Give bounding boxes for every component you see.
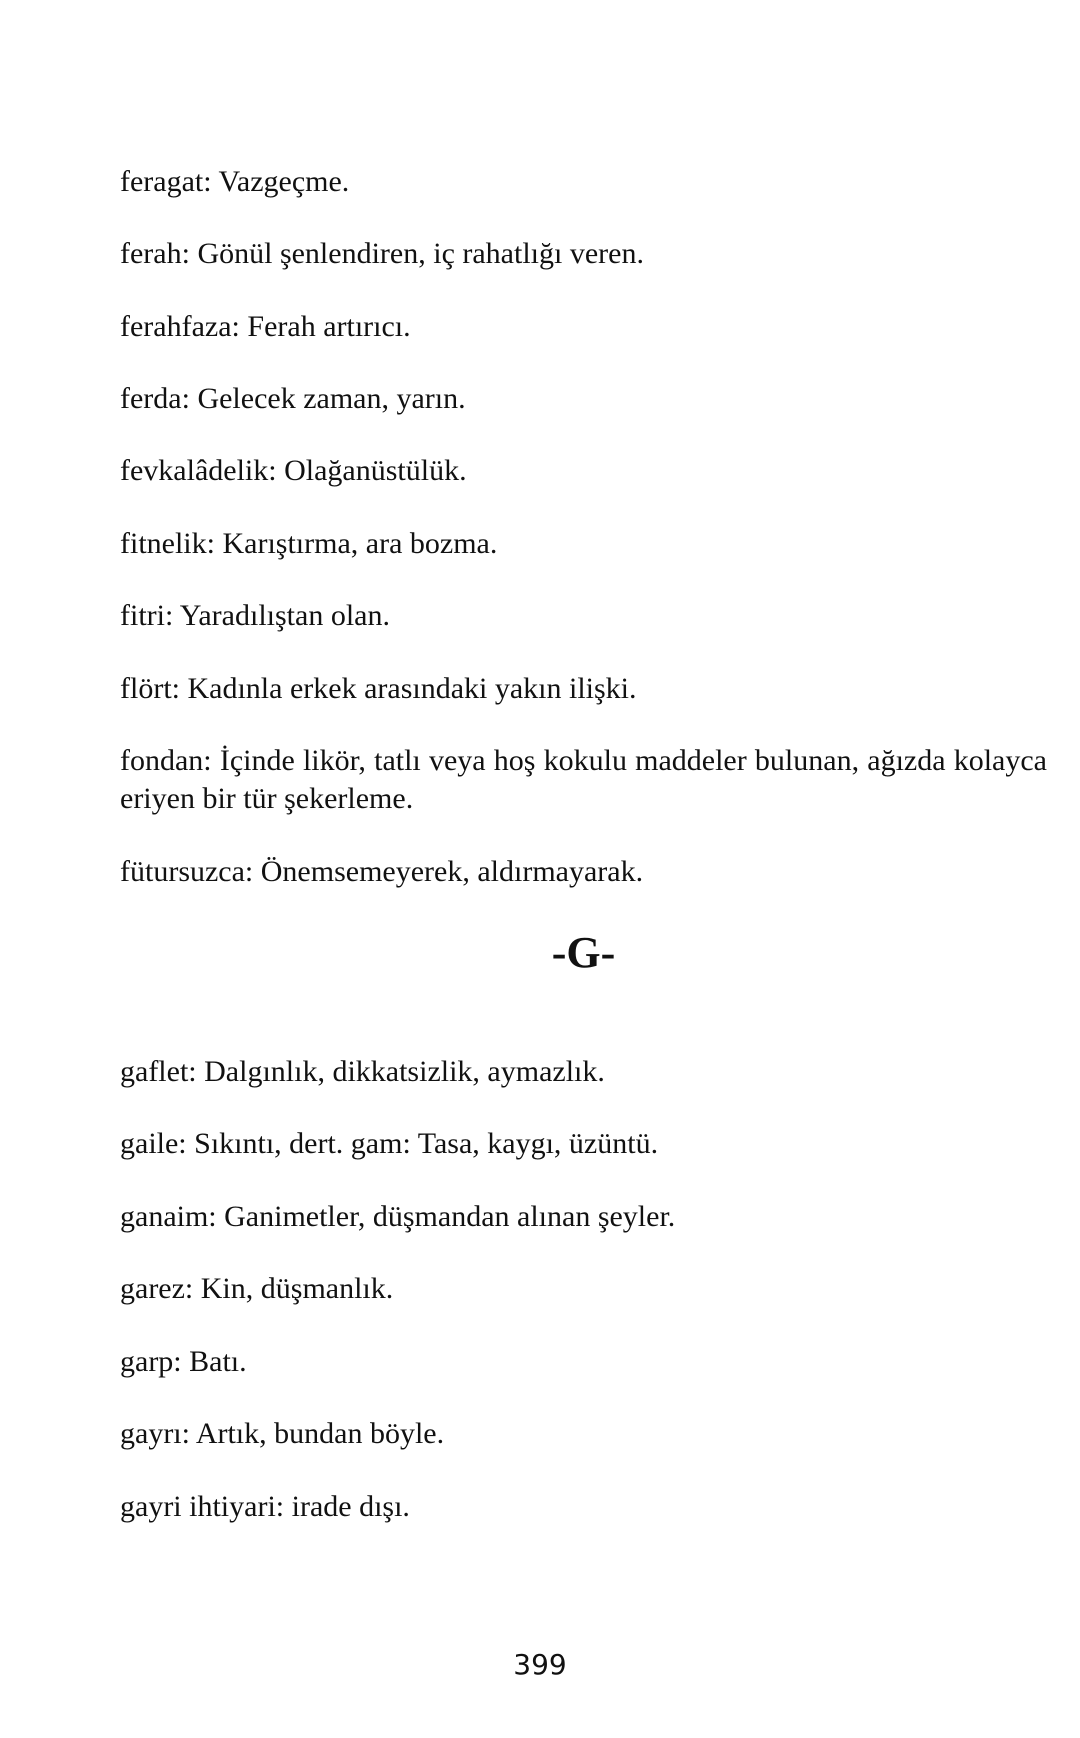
glossary-entry-fondan: fondan: İçinde likör, tatlı veya hoş kokulu maddeler bulunan, ağızda kolayca eriyen bir tür şekerleme.: [120, 744, 1047, 815]
glossary-entry-ganaim: ganaim: Ganimetler, düşmandan alınan şeyler.: [120, 1200, 676, 1233]
glossary-entry-ferda: ferda: Gelecek zaman, yarın.: [120, 382, 466, 415]
section-heading-g: -G-: [551, 928, 616, 977]
glossary-entry-feragat: feragat: Vazgeçme.: [120, 165, 350, 198]
glossary-entry-fevkaladelik: fevkalâdelik: Olağanüstülük.: [120, 454, 467, 487]
glossary-entry-futursuzca: fütursuzca: Önemsemeyerek, aldırmayarak.: [120, 855, 644, 888]
glossary-entry-ferahfaza: ferahfaza: Ferah artırıcı.: [120, 310, 411, 343]
glossary-entry-gayri: gayrı: Artık, bundan böyle.: [120, 1417, 445, 1450]
glossary-entry-fitri: fitri: Yaradılıştan olan.: [120, 599, 390, 632]
page-number: 399: [513, 1648, 567, 1681]
glossary-entry-garez: garez: Kin, düşmanlık.: [120, 1272, 394, 1305]
glossary-entry-gaile: gaile: Sıkıntı, dert. gam: Tasa, kaygı, üzüntü.: [120, 1127, 659, 1160]
glossary-entry-garp: garp: Batı.: [120, 1345, 247, 1378]
glossary-entry-gayri-ihtiyari: gayri ihtiyari: irade dışı.: [120, 1490, 410, 1523]
glossary-entry-fitnelik: fitnelik: Karıştırma, ara bozma.: [120, 527, 498, 560]
glossary-entry-flort: flört: Kadınla erkek arasındaki yakın ilişki.: [120, 672, 637, 705]
glossary-entry-ferah: ferah: Gönül şenlendiren, iç rahatlığı veren.: [120, 237, 644, 270]
document-page: [120, 0, 1047, 1738]
glossary-entry-gaflet: gaflet: Dalgınlık, dikkatsizlik, aymazlık.: [120, 1055, 605, 1088]
